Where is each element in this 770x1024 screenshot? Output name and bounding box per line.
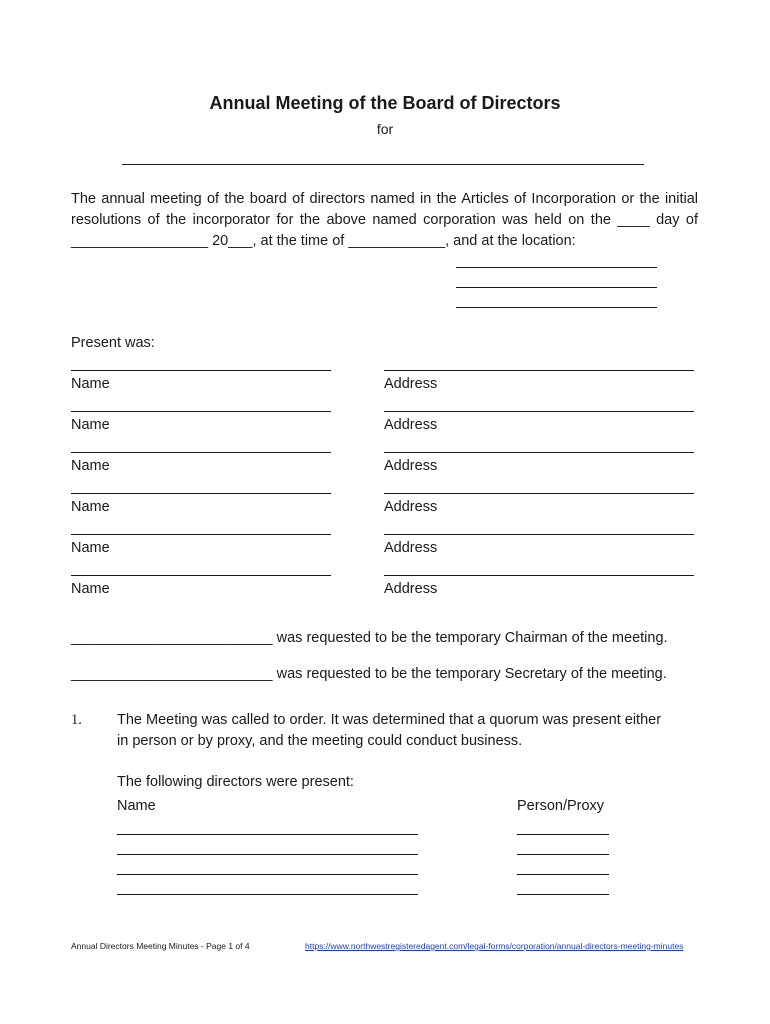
directors-proxy-header: Person/Proxy — [517, 798, 605, 814]
director-proxy-field[interactable] — [517, 874, 609, 875]
attendee-address-label: Address — [384, 458, 438, 474]
location-line-3[interactable] — [456, 307, 657, 308]
attendee-address-field[interactable] — [384, 452, 694, 453]
director-proxy-field[interactable] — [517, 894, 609, 895]
attendee-address-field[interactable] — [384, 575, 694, 576]
chairman-blank[interactable]: _________________________ — [71, 630, 273, 646]
document-subtitle: for — [376, 121, 394, 137]
attendee-name-field[interactable] — [71, 411, 331, 412]
director-name-field[interactable] — [117, 854, 418, 855]
document-title: Annual Meeting of the Board of Directors — [209, 93, 561, 113]
attendee-name-field[interactable] — [71, 370, 331, 371]
director-name-field[interactable] — [117, 834, 418, 835]
attendee-name-label: Name — [71, 499, 110, 515]
director-proxy-field[interactable] — [517, 834, 609, 835]
attendee-name-label: Name — [71, 417, 110, 433]
attendee-address-label: Address — [384, 417, 438, 433]
secretary-row — [71, 666, 667, 682]
attendee-name-field[interactable] — [71, 452, 331, 453]
directors-name-header: Name — [117, 798, 156, 814]
intro-paragraph: The annual meeting of the board of directors named in the Articles of Incorporation or the initial resolutions of the incorporator for the above named corporation was held on the ____ day of _________________ 20___, at the time of ____________, and at the location: — [71, 191, 698, 249]
item-number: 1. — [71, 712, 82, 728]
item-text-line-2: in person or by proxy, and the meeting could conduct business. — [117, 733, 523, 749]
footer-page-label: Annual Directors Meeting Minutes - Page 1 of 4 — [71, 941, 250, 951]
item-text-line-1: The Meeting was called to order. It was determined that a quorum was present either — [117, 712, 662, 728]
attendee-name-label: Name — [71, 581, 110, 597]
footer-link[interactable]: https://www.northwestregisteredagent.com/legal-forms/corporation/annual-directors-meeting-minutes — [305, 941, 684, 951]
director-name-field[interactable] — [117, 894, 418, 895]
attendee-address-label: Address — [384, 581, 438, 597]
secretary-blank[interactable]: _________________________ — [71, 666, 273, 682]
chairman-row — [71, 630, 668, 646]
attendee-name-label: Name — [71, 458, 110, 474]
attendee-address-field[interactable] — [384, 411, 694, 412]
attendee-address-label: Address — [384, 376, 438, 392]
secretary-text: was requested to be the temporary Secretary of the meeting. — [276, 666, 667, 682]
chairman-text: was requested to be the temporary Chairman of the meeting. — [276, 630, 668, 646]
attendee-address-label: Address — [384, 499, 438, 515]
director-name-field[interactable] — [117, 874, 418, 875]
attendee-address-field[interactable] — [384, 370, 694, 371]
attendee-address-label: Address — [384, 540, 438, 556]
present-label: Present was: — [71, 335, 155, 351]
attendee-name-label: Name — [71, 376, 110, 392]
location-line-1[interactable] — [456, 267, 657, 268]
attendee-name-label: Name — [71, 540, 110, 556]
attendee-address-field[interactable] — [384, 493, 694, 494]
attendee-name-field[interactable] — [71, 534, 331, 535]
attendee-name-field[interactable] — [71, 493, 331, 494]
corporation-name-field[interactable] — [122, 164, 644, 165]
directors-present-label: The following directors were present: — [117, 774, 354, 790]
attendee-address-field[interactable] — [384, 534, 694, 535]
attendee-name-field[interactable] — [71, 575, 331, 576]
director-proxy-field[interactable] — [517, 854, 609, 855]
location-line-2[interactable] — [456, 287, 657, 288]
